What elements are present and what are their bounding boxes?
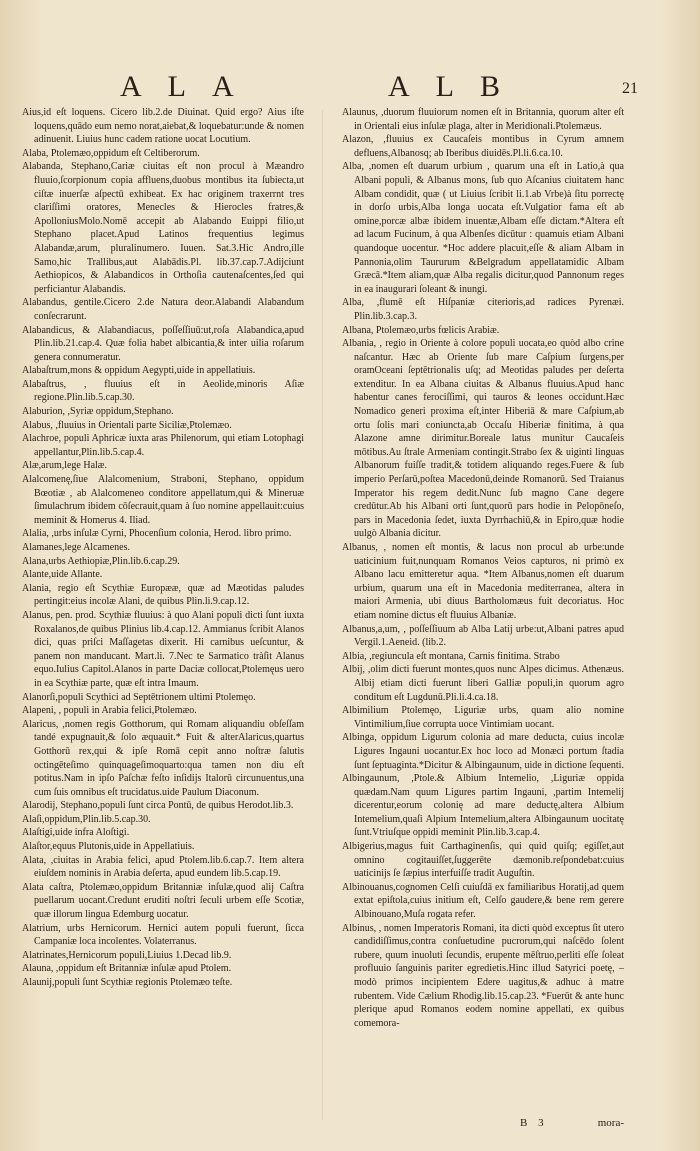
dictionary-entry: Alachroe, populi Aphricæ iuxta aras Philenorum, qui etiam Lotophagi appellantur,Plin.lib.5.cap.4.	[22, 433, 304, 458]
dictionary-entry: Alana,urbs Aethiopiæ,Plin.lib.6.cap.29.	[22, 555, 180, 567]
dictionary-entry: Alba, ,flumē eſt Hiſpaniæ citerioris,ad radices Pyrenæi. Plin.lib.3.cap.3.	[342, 297, 624, 322]
dictionary-entry: Alaunij,populi ſunt Scythiæ regionis Ptolemæo teſte.	[22, 977, 233, 988]
dictionary-entry: Albimilium Ptolemęo, Liguriæ urbs, quam alio nomine Vintimilium,ſiue corrupta uoce Vintimiam uocant.	[342, 705, 624, 730]
dictionary-entry: Alata, ,ciuitas in Arabia felici, apud Ptolem.lib.6.cap.7. Item altera eiuſdem nominis in Arabia deſerta, apud eundem lib.5.cap.19.	[22, 854, 304, 880]
dictionary-entry: Alante,uide Allante.	[22, 569, 103, 581]
dictionary-entry: Albanus, , nomen eſt montis, & lacus non procul ab urbe:unde uaticinium fuit,nunquam Romanos Veios capturos, ni primò ex Albano lacu emitteretur aqua. *Item Albanus,nomen eſt duarum urbium, quarum una eſt in Macedonia mediterranea, altera in maiori Armenia, ubi diuus Bartholomæus fuit decoriatus. Hoc etiam nomine dictus eſt fluuius Albaniæ.	[342, 542, 624, 621]
dictionary-entry: Alaunus, ,duorum fluuiorum nomen eſt in Britannia, quorum alter eſt in Orientali eius inſulæ plaga, alter in Meridionali.Ptolemæus.	[342, 107, 624, 132]
dictionary-entry: Alabandus, gentile.Cicero 2.de Natura deor.Alabandi Alabandum conſecrarunt.	[22, 297, 304, 322]
dictionary-entry: Alaba, Ptolemæo,oppidum eſt Celtiberorum.	[22, 147, 200, 159]
running-head	[0, 70, 700, 104]
dictionary-entry: Alabaſtrus, , fluuius eſt in Aeolide,minoris Aſiæ regione.Plin.lib.5.cap.30.	[22, 378, 304, 404]
dictionary-entry: Albingaunum, ,Ptole.& Albium Intemelio, ,Liguriæ oppida quædam.Nam quum Ligures partim Ingauni, ,partim Intemelij dicerentur,eorum colonię ad mare deductę,altera Albium Intemelium,quaſi Alpium Intemelium,altera Albingaunum uocitatę ſunt.Vtriuſque oppidi meminit Plin.lib.3.cap.4.	[342, 773, 624, 839]
dictionary-entry: Alabaſtrum,mons & oppidum Aegypti,uide in appellatiuis.	[22, 365, 256, 377]
dictionary-entry: Alarodij, Stephano,populi ſunt circa Pontū, de quibus Herodot.lib.3.	[22, 800, 294, 812]
dictionary-entry: Alaricus, ,nomen regis Gotthorum, qui Romam aliquandiu obſeſſam tandé expugnauit,& ſolo æquauit.* Fuit & alterAlaricus,quartus Gotthorū rex,qui & ipſe Romā cepit anno noſtræ ſalutis octingēteſimo quinquageſimoquarto:qua tamen non diu eſt potitus.Nam in ipſo Paſchæ feſto inſidijs Italorū circunuentus,una cum ſuis omnibus eſt trucidatus.uide Paulum Diaconum.	[22, 718, 304, 798]
dictionary-entry: Alamanes,lege Alcamenes.	[22, 542, 131, 553]
signature-mark: B 3	[520, 1117, 548, 1129]
dictionary-entry: Albia, ,regiuncula eſt montana, Carnis finitima. Strabo	[342, 650, 560, 662]
dictionary-entry: Alæ,arum,lege Halæ.	[22, 460, 107, 472]
dictionary-entry: Alata caſtra, Ptolemæo,oppidum Britanniæ inſulæ,quod alij Caſtra puellarum uocant.Credunt eruditi noſtri ſeculi urbem eſſe Scotiæ, quæ illorum lingua Edemburg uocatur.	[22, 881, 304, 921]
dictionary-entry: Alania, regio eſt Scythiæ Europææ, quæ ad Mæotidas paludes pertingit:eius incolæ Alani, de quibus Plin.li.9.cap.12.	[22, 582, 304, 608]
dictionary-entry: Alapeni, , populi in Arabia felici,Ptolemæo.	[22, 705, 197, 717]
dictionary-entry: Alabandicus, & Alabandiacus, poſſeſſiuū:ut,roſa Alabandica,apud Plin.lib.21.cap.4. Quæ folia habet albicantia,& inter uilia roſarum genera connumeratur.	[22, 324, 304, 363]
dictionary-entry: Albanus,a,um, , poſſeſſiuum ab Alba Latij urbe:ut,Albani patres apud Vergil.1.Aeneid. (lib.2.	[342, 623, 624, 649]
dictionary-entry: Albinga, oppidum Ligurum colonia ad mare deducta, cuius incolæ Ligures Ingauni uocantur.Ex hoc loco ad Monæci portum ſtadia ſunt ſeptuaginta.*Dicitur & Albingaunum, uide in dictione ſequenti.	[342, 732, 624, 771]
dictionary-entry: Alatrinates,Hernicorum populi,Liuius 1.Decad lib.9.	[22, 949, 232, 961]
dictionary-entry: Alaſtor,equus Plutonis,uide in Appellatiuis.	[22, 841, 195, 853]
right-column	[342, 106, 624, 1030]
dictionary-entry: Alalia, ,urbs inſulæ Cyrni, Phocenſium colonia, Herod. libro primo.	[22, 528, 292, 540]
dictionary-entry: Alalcomenę,ſiue Alalcomenium, Straboni, Stephano, oppidum Bœotiæ , ab Alalcomeneo conditore appellatum,qui & Mineruæ ſimulachrum ibidem cōſecrauit,quam à ſuo nomine appellauit:cuius meminit & Homerus 4. Iliad.	[22, 474, 304, 526]
dictionary-entry: Alauna, ,oppidum eſt Britanniæ inſulæ apud Ptolem.	[22, 963, 232, 975]
dictionary-entry: Albinus, , nomen Imperatoris Romani, ita dicti quòd exceptus ſit utero candidiſſimus,contra conſuetudine pucrorum,qui naſcēdo ſolent rubere, quum inuoluti ſecundis, erupente mēſtruo,perliti eſſe ſoleat profluuio ſanguinis pariter egredietis.Hinc illud Satyrici poetę, – modò primos incipientem Edere uagitus,& adhuc à matre rubentem. Vide Cælium Rhodig.lib.15.cap.23. *Fuerūt & ante hunc plerique apud Romanos eodem nomine appellati, ex quibus comemora-	[342, 922, 624, 1029]
dictionary-entry: Albinouanus,cognomen Celſi cuiuſdā ex familiaribus Horatij,ad quem extat epiſtola,cuius initium eſt, Celſo gaudere,& bene rem gerere Albinouano,Muſa rogata refer.	[342, 881, 624, 921]
running-head-right: ALB	[388, 70, 526, 103]
dictionary-entry: Alatrium, urbs Hernicorum. Hernici autem populi fuerunt, ſicca Campaniæ loca incolentes. Volaterranus.	[22, 922, 304, 948]
dictionary-entry: Albana, Ptolemæo,urbs fœlicis Arabiæ.	[342, 324, 500, 336]
catchword: mora-	[597, 1117, 624, 1129]
dictionary-entry: Alanus, pen. prod. Scythiæ fluuius: à quo Alani populi dicti ſunt iuxta Roxalanos,de quibus Plinius lib.4.cap.12. Ammianus ſcribit Alanos dici, quas priſci Maſſagetas dixerit. Hi carnibus ueſcuntur, & panem non manducant. Mart.li. 7.Nec te Sarmatico tràſit Alanus equo.Iulius Capitol.Alanos in parte Daciæ collocat,Ptolemęus uero in ea Scythiæ parte, quæ eſt intra Imaum.	[22, 609, 304, 689]
page-number: 21	[622, 80, 638, 97]
dictionary-entry: Alaburion, ,Syriæ oppidum,Stephano.	[22, 406, 174, 418]
running-head-left: ALA	[120, 70, 260, 103]
left-column	[22, 106, 304, 990]
dictionary-entry: Alaſi,oppidum,Plin.lib.5.cap.30.	[22, 813, 151, 825]
dictionary-entry: Alaſtigi,uide infra Aloſtigi.	[22, 827, 130, 839]
dictionary-entry: Alabus, ,fluuius in Orientali parte Siciliæ,Ptolemæo.	[22, 419, 232, 431]
dictionary-entry: Albania, , regio in Oriente à colore populi uocata,eo quòd albo crine naſcantur. Hæc ab Oriente ſub mare Caſpium ſurgens,per oramOceani ſeptētrionalis uſq; ad Meotidas paludes per deſerta extenditur. In ea Albana ciuitas & Albanus fluuius.Apud hanc habentur canes ferociſſimi, qui tauros & leones occidunt.Hæc Nomadico generi proxima eſt,inter Hiberiā & mare Caſpium,ab ortu ſolis mari coniuncta,ab Occaſu Hiberiæ finitima, à qua Alazone amne dirimitur.Boreale latus munitur Caucaſeis mōtibus.Au ſtrale Armeniam contingit.Strabo ſex & uiginti linguas Albanorum fuiſſe tradit,& totidem aliquando reges.Fuere & ſub imperio Perſarū,poſtea Macedonū,deinde Romanorū. Sed Traianus Imperator his regem dedit.Nunc ſub magno Cane degere credūtur.Ab his Albani orti ſunt,quorū pars hodie in Pelopōneſo, pars in Macedonia ſedet, iuxta Dyrrhachiū,& in Epiro,quæ hodie uulgò Albania dicitur.	[342, 338, 624, 540]
column-gutter	[322, 110, 323, 1120]
dictionary-entry: Albigerius,magus fuit Carthaginenſis, qui quid quiſq; egiſſet,aut omnino cogitauiſſet,ſuggerēte dæmonib.reſpondebat:cuius uaticinijs ſe ſæpius interfuiſſe tradit Auguſtin.	[342, 841, 624, 880]
dictionary-entry: Albij, ,olim dicti fuerunt montes,quos nunc Alpes dicimus. Athenæus. Albij etiam dicti fuerunt liberi Galliæ populi,in quorum agro conditum eſt Lugdunū.Pli.li.4.ca.18.	[342, 664, 624, 703]
page-footer	[342, 1117, 624, 1133]
dictionary-entry: Alazon, ,fluuius ex Caucaſeis montibus in Cyrum amnem defluens,Albanosq; ab Iberibus diuidēs.Pl.li.6.ca.10.	[342, 134, 624, 159]
dictionary-entry: Alabanda, Stephano,Cariæ ciuitas eſt non procul à Mæandro fluuio,ſcorpionum copia affluens,duobus montibus ita ſubiecta,ut ciſtæ inuerſæ aſpectū exhibeat. Ex hac originem traxerrnt tres clariſſimi oratores, Menecles & Hierocles fratres,& ApolloniusMolo.Nomē accepit ab Alabando Euippi filio,ut Stephano placet.Apud Latinos frequentius legimus Alabandæ,arum, pluralinumero. Iuuen. Sat.3.Hic Andro,ille Samo,hic Trallibus,aut Alabādis.Pl. lib.37.cap.7.Adijciunt Aethiopicos, & Alabandicos in Orthoſia cautenaſcentes,ſed qui perficiantur Alabandis.	[22, 161, 304, 295]
dictionary-entry: Alba, ,nomen eſt duarum urbium , quarum una eſt in Latio,à qua Albani populi, & Albanus mons, ſub quo Aſcanius ciuitatem hanc Albam condidit, quæ ( ut Liuius ſcribit li.1.ab Vrbe)à ſitu porrectę in dorſo urbis,Alba longa uocata eſt.Vulgatior fama eſt ab omine,porcæ albæ ibidem inuentæ,Albam eſſe dictam.*Altera eſt ad lacum Fucinum, à qua Albenſes dicūtur : quamuis etiam Albani quandoque uocentur. *Hoc addere placuit,eſſe & aliam Albam in Pannonia,olim Taururum &Belgradum appellatamidic Albam Græcā.*Item aliam,quæ Alba regalis dicitur,quod Pannonum reges in ea inaugurari ſoleant & inungi.	[342, 161, 624, 295]
dictionary-entry: Aius,id eſt loquens. Cicero lib.2.de Diuinat. Quid ergo? Aius iſte loquens,quādo eum nemo norat,aiebat,& loquebatur:unde & nomen adinuenit. Liuius hunc cadem ratione uocat Locutium.	[22, 107, 304, 146]
dictionary-entry: Alanorſi,populi Scythici ad Septētrionem ultimi Ptolemęo.	[22, 691, 256, 703]
